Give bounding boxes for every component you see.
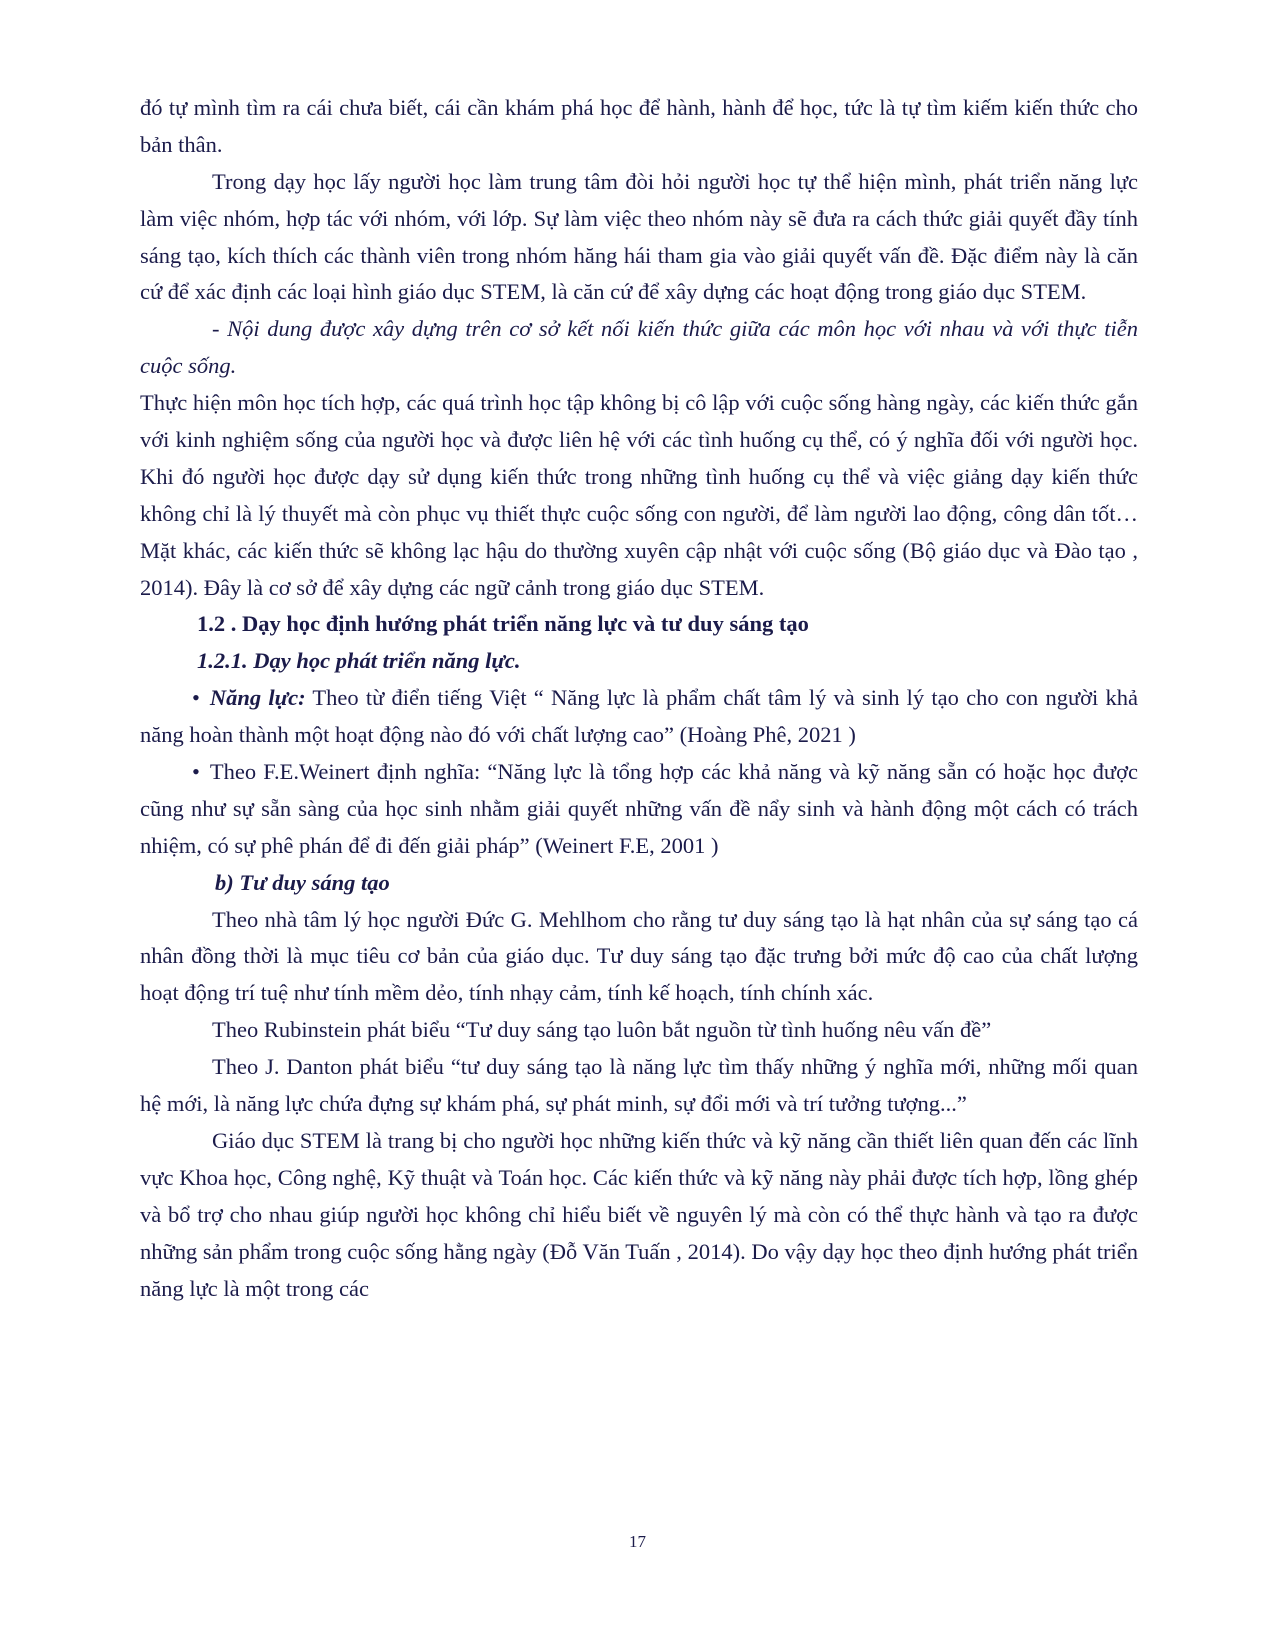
paragraph-content-note: - Nội dung được xây dựng trên cơ sở kết nối kiến thức giữa các môn học với nhau và với thực tiễn cuộc sống. (140, 316, 1138, 379)
paragraph-intro-continuation: đó tự mình tìm ra cái chưa biết, cái cần khám phá học để hành, hành để học, tức là tự tìm kiếm kiến thức cho bản thân. (140, 95, 1138, 157)
section-heading: 1.2 . Dạy học định hướng phát triển năng lực và tư duy sáng tạo (197, 611, 809, 637)
bullet-lead-label: Năng lực: (209, 685, 306, 711)
paragraph-danton: Theo J. Danton phát biểu “tư duy sáng tạo là năng lực tìm thấy những ý nghĩa mới, những mối quan hệ mới, là năng lực chứa đựng sự khám phá, sự phát minh, sự đổi mới và trí tưởng tượng...” (140, 1054, 1138, 1117)
bullet-paragraph-weinert (140, 754, 1138, 865)
bullet-text: Theo từ điển tiếng Việt “ Năng lực là phẩm chất tâm lý và sinh lý tạo cho con người khả năng hoàn thành một hoạt động nào đó với chất lượng cao” (Hoàng Phê, 2021 ) (140, 685, 1138, 748)
bullet-icon: • (192, 685, 200, 711)
bullet-icon: • (192, 759, 200, 785)
page-number: 17 (629, 1532, 646, 1551)
page-content (140, 90, 1138, 1307)
bullet-text: Theo F.E.Weinert định nghĩa: “Năng lực là tổng hợp các khả năng và kỹ năng sẵn có hoặc học được cũng như sự sẵn sàng của học sinh nhằm giải quyết những vấn đề nẩy sinh và hành động một cách có trách nhiệm, có sự phê phán để đi đến giải pháp” (Weinert F.E, 2001 ) (140, 759, 1138, 858)
creative-thinking-heading: b) Tư duy sáng tạo (215, 869, 390, 895)
paragraph-integration: Thực hiện môn học tích hợp, các quá trình học tập không bị cô lập với cuộc sống hàng ngày, các kiến thức gắn với kinh nghiệm sống của người học và được liên hệ với các tình huống cụ thể, có ý nghĩa đối với người học. Khi đó người học được dạy sử dụng kiến thức trong những tình huống cụ thể và việc giảng dạy kiến thức không chỉ là lý thuyết mà còn phục vụ thiết thực cuộc sống con người, để làm người lao động, công dân tốt… Mặt khác, các kiến thức sẽ không lạc hậu do thường xuyên cập nhật với cuộc sống (Bộ giáo dục và Đào tạo , 2014). Đây là cơ sở để xây dựng các ngữ cảnh trong giáo dục STEM. (140, 390, 1138, 600)
paragraph-stem: Giáo dục STEM là trang bị cho người học những kiến thức và kỹ năng cần thiết liên quan đến các lĩnh vực Khoa học, Công nghệ, Kỹ thuật và Toán học. Các kiến thức và kỹ năng này phải được tích hợp, lồng ghép và bổ trợ cho nhau giúp người học không chỉ hiểu biết về nguyên lý mà còn có thể thực hành và tạo ra được những sản phẩm trong cuộc sống hằng ngày (Đỗ Văn Tuấn , 2014). Do vậy dạy học theo định hướng phát triển năng lực là một trong các (140, 1127, 1138, 1301)
subsection-heading: 1.2.1. Dạy học phát triển năng lực. (197, 648, 521, 674)
paragraph-groupwork: Trong dạy học lấy người học làm trung tâm đòi hỏi người học tự thể hiện mình, phát triển năng lực làm việc nhóm, hợp tác với nhóm, với lớp. Sự làm việc theo nhóm này sẽ đưa ra cách thức giải quyết đầy tính sáng tạo, kích thích các thành viên trong nhóm hăng hái tham gia vào giải quyết vấn đề. Đặc điểm này là căn cứ để xác định các loại hình giáo dục STEM, là căn cứ để xây dựng các hoạt động trong giáo dục STEM. (140, 168, 1138, 305)
bullet-paragraph-capacity (140, 680, 1138, 754)
paragraph-mehlhom: Theo nhà tâm lý học người Đức G. Mehlhom cho rằng tư duy sáng tạo là hạt nhân của sự sáng tạo cá nhân đồng thời là mục tiêu cơ bản của giáo dục. Tư duy sáng tạo đặc trưng bởi mức độ cao của chất lượng hoạt động trí tuệ như tính mềm dẻo, tính nhạy cảm, tính kế hoạch, tính chính xác. (140, 906, 1138, 1006)
paragraph-rubinstein: Theo Rubinstein phát biểu “Tư duy sáng tạo luôn bắt nguồn từ tình huống nêu vấn đề” (212, 1017, 992, 1043)
